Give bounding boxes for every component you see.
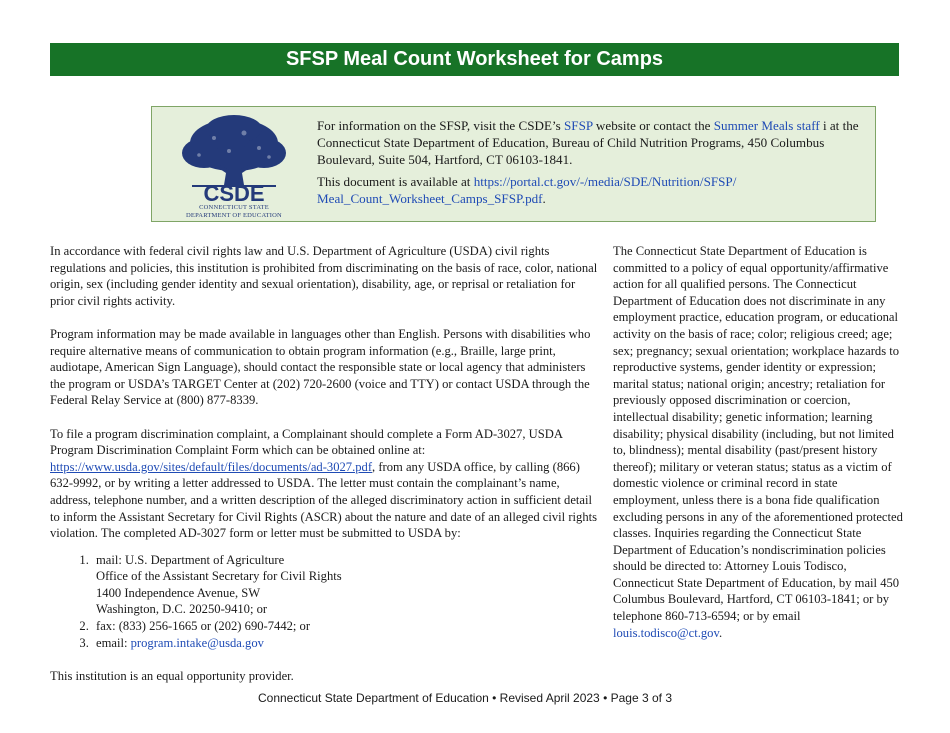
summer-meals-staff-link[interactable]: Summer Meals staff [713, 118, 820, 133]
list-item-mail: 1. mail: U.S. Department of Agriculture Office of the Assistant Secretary for Civil Rights 1400 Independence Avenue, SW Washington, D.C. 20250-9410; or [92, 552, 598, 618]
civil-rights-paragraph-1: In accordance with federal civil rights law and U.S. Department of Agriculture (USDA) civil rights regulations and policies, this institution is prohibited from discriminating on the basis of race, color, national origin, sex (including gender identity and sexual orientation), disability, age, or reprisal or retaliation for prior civil rights activity. [50, 244, 598, 308]
info-text [317, 117, 862, 212]
info-box [151, 106, 876, 222]
csde-nondiscrimination-statement: The Connecticut State Department of Education is committed to a policy of equal opportunity/affirmative action for all qualified persons. The Connecticut Department of Education does not discriminate in any employment practice, education program, or educational activity on the basis of race; color; religious creed; age; sex; pregnancy; sexual orientation; workplace hazards to reproductive systems, gender identity or expression; marital status; national origin; ancestry; retaliation for previously opposed discrimination or coercion, intellectual disability; genetic information; learning disability; physical disability (including, but not limited to, blindness); mental disability (past/present history thereof); military or veteran status; status as a victim of domestic violence or criminal record in state employment, unless there is a bona fide qualification excluding persons in any of the aforementioned protected classes. Inquiries regarding the Connecticut State Department of Education’s nondiscrimination policies should be directed to: Attorney Louis Todisco, Connecticut State Department of Education, by mail 450 Columbus Boulevard, Hartford, CT 06103-1841; or by telephone 860-713-6594; or by email louis.todisco@ct.gov. [613, 244, 903, 640]
info-paragraph-2: This document is available at https://portal.ct.gov/-/media/SDE/Nutrition/SFSP/ Meal_Count_Worksheet_Camps_SFSP.pdf. [317, 174, 737, 206]
ad-3027-link[interactable]: https://www.usda.gov/sites/default/files/documents/ad-3027.pdf [50, 459, 373, 474]
usda-email-link[interactable]: program.intake@usda.gov [130, 635, 264, 650]
equal-opportunity-statement: This institution is an equal opportunity provider. [50, 668, 294, 683]
page-title: SFSP Meal Count Worksheet for Camps [50, 43, 899, 76]
submission-methods-list [50, 552, 598, 652]
page-footer: Connecticut State Department of Education • Revised April 2023 • Page 3 of 3 [257, 691, 672, 705]
civil-rights-statement [50, 243, 598, 701]
info-paragraph-1: For information on the SFSP, visit the CSDE’s SFSP website or contact the Summer Meals staff i at the Connecticut State Department of Education, Bureau of Child Nutrition Programs, 450 Columbus Boulevard, Suite 504, Hartford, CT 06103-1841. [317, 118, 859, 167]
sfsp-link[interactable]: SFSP [564, 118, 593, 133]
document-url-link[interactable]: https://portal.ct.gov/-/media/SDE/Nutrition/SFSP/ Meal_Count_Worksheet_Camps_SFSP.pdf [317, 174, 737, 206]
list-item-email: 3. email: program.intake@usda.gov [92, 635, 598, 652]
logo-subtitle-line2: DEPARTMENT OF EDUCATION [186, 212, 282, 219]
civil-rights-paragraph-3: To file a program discrimination complaint, a Complainant should complete a Form AD-3027, USDA Program Discrimination Complaint Form which can be obtained online at: https://www.usda.gov/sites/default/files/documents/ad-3027.pdf, from any USDA office, by calling (866) 632-9992, or by writing a letter addressed to USDA. The letter must contain the complainant’s name, address, telephone number, and a written description of the alleged discriminatory action in sufficient detail to inform the Assistant Secretary for Civil Rights (ASCR) about the nature and date of an alleged civil rights violation. The completed AD-3027 form or letter must be submitted to USDA by: [50, 426, 598, 541]
logo-subtitle-line1: CONNECTICUT STATE [199, 204, 269, 211]
page-number: Page 3 of 3 [610, 691, 672, 705]
todisco-email-link[interactable]: louis.todisco@ct.gov [613, 625, 719, 640]
civil-rights-paragraph-2: Program information may be made available in languages other than English. Persons with disabilities who require alternative means of communication to obtain program information (e.g., Braille, large print, audiotape, American Sign Language), should contact the responsible state or local agency that administers the program or USDA’s TARGET Center at (202) 720-2600 (voice and TTY) or contact USDA through the Federal Relay Service at (800) 877-8339. [50, 326, 591, 408]
csde-logo [174, 113, 294, 219]
list-item-fax: 2. fax: (833) 256-1665 or (202) 690-7442; or [92, 618, 598, 635]
logo-name: CSDE [203, 181, 265, 206]
